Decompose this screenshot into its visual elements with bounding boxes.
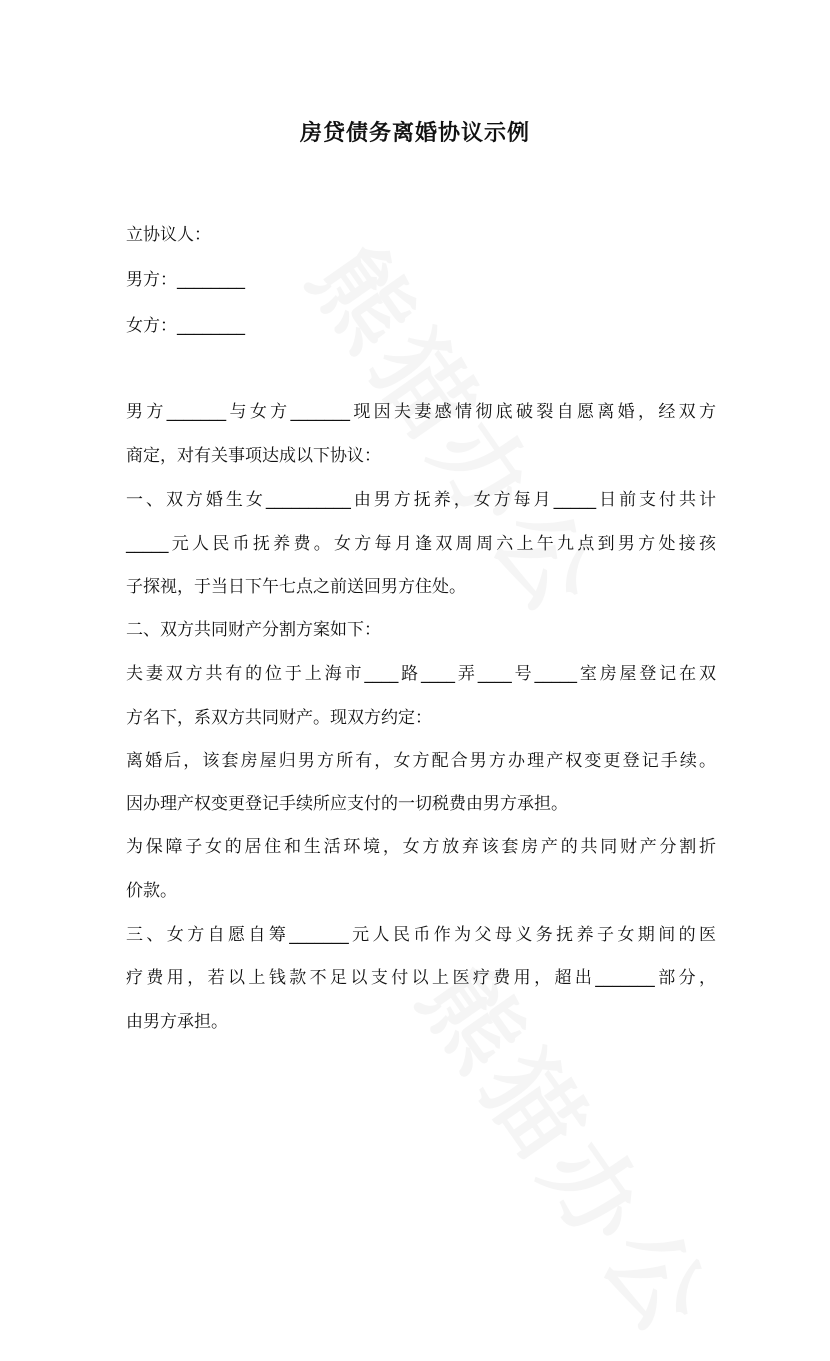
paragraph-line: 方名下，系双方共同财产。现双方约定： [126, 708, 432, 728]
paragraph-line: _____元人民币抚养费。女方每月逢双周周六上午九点到男方处接孩 [126, 534, 716, 554]
paragraph-line: 三、女方自愿自筹_______元人民币作为父母义务抚养子女期间的医 [126, 925, 716, 945]
paragraph-line: 离婚后，该套房屋归男方所有，女方配合男方办理产权变更登记手续。 [126, 751, 716, 771]
paragraph-line: 男方_______与女方_______现因夫妻感情彻底破裂自愿离婚，经双方 [126, 402, 716, 422]
paragraph-line: 由男方承担。 [126, 1012, 228, 1032]
female-party-field: 女方：________ [126, 316, 245, 336]
paragraph-line: 子探视，于当日下午七点之前送回男方住处。 [126, 577, 466, 597]
paragraph-line: 一、双方婚生女__________由男方抚养，女方每月_____日前支付共计 [126, 490, 716, 510]
male-party-field: 男方：________ [126, 270, 245, 290]
paragraph-line: 为保障子女的居住和生活环境，女方放弃该套房产的共同财产分割折 [126, 837, 716, 857]
paragraph-line: 疗费用，若以上钱款不足以支付以上医疗费用，超出_______部分， [126, 968, 716, 988]
paragraph-line: 因办理产权变更登记手续所应支付的一切税费由男方承担。 [126, 794, 568, 814]
paragraph-line: 商定，对有关事项达成以下协议： [126, 446, 381, 466]
paragraph-line: 夫妻双方共有的位于上海市____路____弄____号_____室房屋登记在双 [126, 664, 716, 684]
watermark [394, 936, 749, 1361]
section-heading: 二、双方共同财产分割方案如下： [126, 620, 381, 640]
paragraph-line: 价款。 [126, 881, 177, 901]
parties-heading: 立协议人： [126, 225, 211, 245]
document-title: 房贷债务离婚协议示例 [299, 121, 530, 146]
